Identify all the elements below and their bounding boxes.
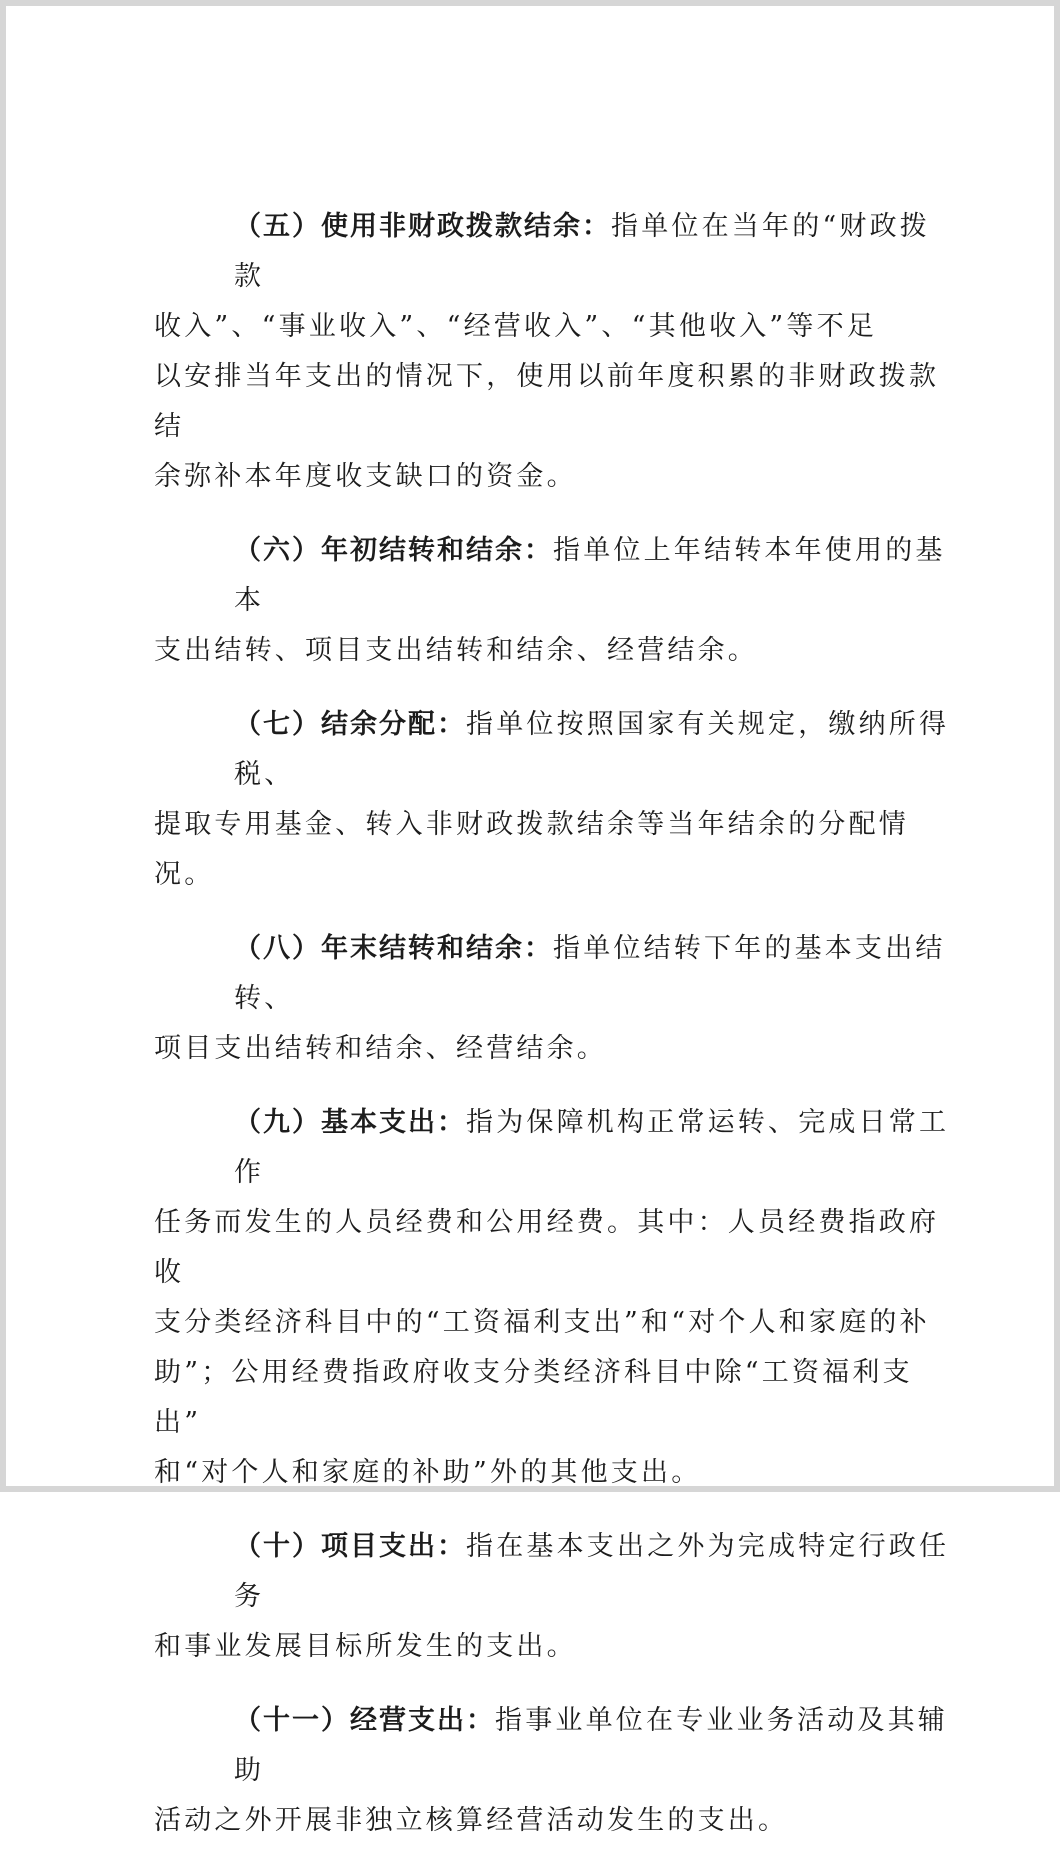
section-text-line: 活动之外开展非独立核算经营活动发生的支出。	[154, 1805, 789, 1836]
section-term: （七）结余分配：	[234, 709, 466, 740]
section-text: 指单位在当年的“财政拨款	[234, 211, 931, 292]
section-text: 指单位按照国家有关规定，缴纳所得税、	[234, 709, 950, 790]
section-text: 指单位上年结转本年使用的基本	[234, 535, 946, 616]
section-ten	[154, 1522, 954, 1672]
section-term: （十一）经营支出：	[234, 1705, 495, 1736]
section-text: 指在基本支出之外为完成特定行政任务	[234, 1531, 950, 1612]
section-text-line: 项目支出结转和结余、经营结余。	[154, 1033, 607, 1064]
section-first-line	[154, 700, 954, 800]
section-first-line	[154, 202, 954, 302]
section-text-line: 助”；公用经费指政府收支分类经济科目中除“工资福利支出”	[154, 1357, 913, 1438]
section-first-line	[154, 1098, 954, 1198]
section-text-line: 余弥补本年度收支缺口的资金。	[154, 461, 577, 492]
section-text-line: 支出结转、项目支出结转和结余、经营结余。	[154, 635, 758, 666]
document-body	[154, 202, 954, 1870]
section-text: 指事业单位在专业业务活动及其辅助	[234, 1705, 948, 1786]
section-nine	[154, 1098, 954, 1498]
section-eight	[154, 924, 954, 1074]
section-text-line: 以安排当年支出的情况下，使用以前年度积累的非财政拨款结	[154, 361, 940, 442]
section-first-line	[154, 526, 954, 626]
section-text: 指单位结转下年的基本支出结转、	[234, 933, 946, 1014]
section-first-line	[154, 924, 954, 1024]
section-eleven	[154, 1696, 954, 1846]
section-text-line: 支分类经济科目中的“工资福利支出”和“对个人和家庭的补	[154, 1307, 930, 1338]
section-text-line: 提取专用基金、转入非财政拨款结余等当年结余的分配情况。	[154, 809, 909, 890]
section-first-line	[154, 1696, 954, 1796]
section-text-line: 和事业发展目标所发生的支出。	[154, 1631, 577, 1662]
section-text: 指为保障机构正常运转、完成日常工作	[234, 1107, 950, 1188]
section-text-line: 和“对个人和家庭的补助”外的其他支出。	[154, 1457, 702, 1488]
section-text-line: 收入”、“事业收入”、“经营收入”、“其他收入”等不足	[154, 311, 878, 342]
section-term: （九）基本支出：	[234, 1107, 466, 1138]
section-term: （八）年末结转和结余：	[234, 933, 553, 964]
section-first-line	[154, 1522, 954, 1622]
section-five	[154, 202, 954, 502]
section-term: （五）使用非财政拨款结余：	[234, 211, 611, 242]
section-text-line: 任务而发生的人员经费和公用经费。其中：人员经费指政府收	[154, 1207, 940, 1288]
section-term: （六）年初结转和结余：	[234, 535, 553, 566]
section-term: （十）项目支出：	[234, 1531, 466, 1562]
section-seven	[154, 700, 954, 900]
section-six	[154, 526, 954, 676]
